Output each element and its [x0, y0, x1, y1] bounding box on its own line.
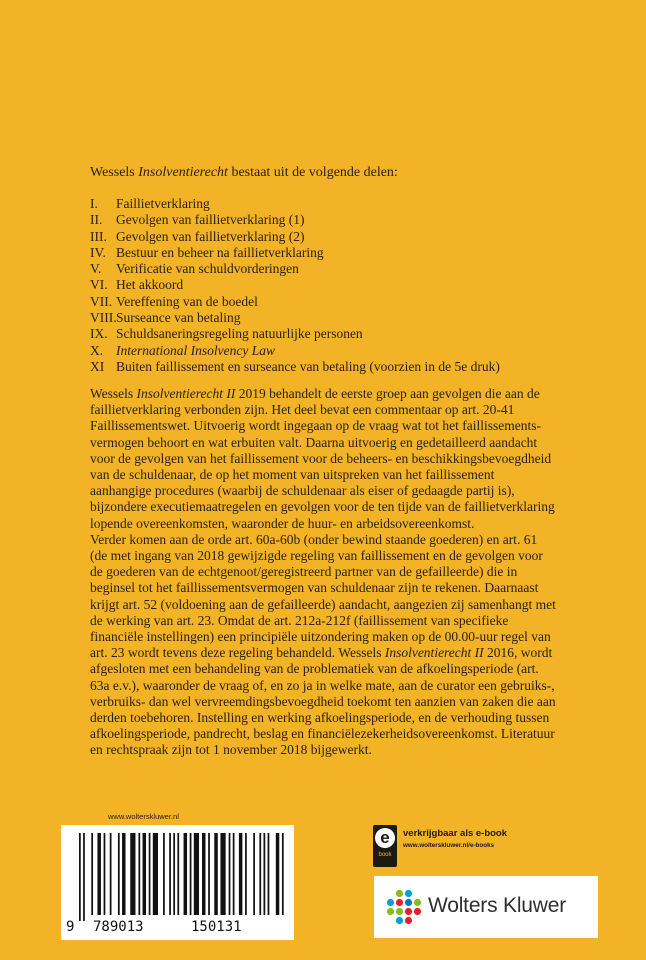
logo-dot: [387, 908, 394, 915]
barcode-bar: [259, 833, 261, 915]
barcode-bar: [91, 833, 93, 915]
barcode-bar: [214, 833, 217, 915]
barcode-bar: [220, 833, 225, 915]
barcode-bar: [184, 833, 187, 915]
part-number: X.: [90, 342, 104, 358]
barcode-bar: [104, 833, 106, 915]
part-item: [90, 359, 500, 375]
logo-dot: [387, 899, 394, 906]
part-title: Faillietverklaring: [116, 196, 210, 211]
barcode-bar: [79, 833, 81, 921]
part-number: I.: [90, 196, 98, 211]
part-number: III.: [90, 228, 107, 244]
barcode-bar: [202, 833, 205, 915]
description: [90, 386, 556, 759]
part-title: International Insolvency Law: [116, 342, 275, 358]
barcode-bar: [97, 833, 100, 915]
part-title: Buiten faillissement en surseance van betaling (voorzien in de 5e druk): [116, 358, 500, 374]
part-title: Het akkoord: [116, 277, 184, 293]
barcode-bar: [229, 833, 231, 915]
barcode-bar: [264, 833, 266, 915]
logo-dot: [405, 890, 412, 897]
barcode-bar: [83, 833, 85, 921]
part-item: [90, 261, 500, 277]
series-intro: Wessels Insolventierecht bestaat uit de volgende delen:: [90, 165, 398, 180]
logo-dot: [405, 899, 412, 906]
part-title: Vereffening van de boedel: [116, 293, 258, 309]
part-item: [90, 212, 500, 228]
barcode-bar: [122, 833, 125, 915]
barcode-bar: [253, 833, 255, 915]
publisher-name: Wolters Kluwer: [428, 894, 567, 917]
barcode-bar: [163, 833, 165, 915]
barcode-bar: [245, 833, 247, 915]
barcode-bar: [110, 833, 112, 915]
barcode-bar: [130, 833, 135, 915]
description-paragraph-2: Verder komen aan de orde art. 60a-60b (onder bewind staande goederen) en art. 61 (de met ingang van 2018 gewijzigde regeling van faillissement en de gevolgen voor de goederen van de echtgenoot/geregistreerd partner van de gefailleerde) die in beginsel tot het faillissementsvermogen van schuldenaar zijn te rekenen. Daarnaast krijgt art. 52 (voldoening aan de gefailleerde) aandacht, aangezien zij samenhangt met de werking van art. 23. Omdat de art. 212a-212f (faillissement van specifieke financiële instellingen) een principiële uitzondering maken op de 00.00-uur regel van art. 23 wordt tevens deze regeling behandeld. Wessels Insolventierecht II 2016, wordt afgesloten met een behandeling van de problematiek van de afkoelingsperiode (art. 63a e.v.), waaronder de vraag of, en zo ja in welke mate, aan de curator een gebruiks-, verbruiks- dan wel vervreemdingsbevoegdheid toekomt ten aanzien van zaken die aan derden toebehoren. Instelling en werking afkoelingsperiode, en de verhouding tussen afkoelingsperiode, pandrecht, beslag en financiëlezekerheidsovereenkomst. Literatuur en rechtspraak zijn tot 1 november 2018 bijgewerkt.: [90, 531, 556, 758]
logo-dot: [396, 917, 403, 924]
barcode-bar: [233, 833, 235, 915]
logo-dot: [396, 908, 403, 915]
barcode-digits: [61, 919, 294, 937]
barcode-digit-group-1: 9: [66, 919, 75, 935]
part-item: [90, 277, 500, 293]
ebook-icon: e book: [373, 825, 397, 867]
part-number: VII.: [90, 293, 113, 309]
barcode-bar: [177, 833, 179, 915]
barcode-bar: [208, 833, 210, 915]
part-number: IV.: [90, 244, 106, 260]
part-item: [90, 229, 500, 245]
part-item: [90, 196, 500, 212]
part-title: Surseance van betaling: [116, 310, 241, 326]
part-title: Gevolgen van faillietverklaring (1): [116, 212, 305, 228]
part-number: IX.: [90, 326, 108, 342]
parts-list: [90, 196, 500, 375]
part-item: [90, 310, 500, 326]
barcode-bar: [118, 833, 120, 915]
logo-dot: [414, 899, 421, 906]
part-item: [90, 294, 500, 310]
description-paragraph-1: Wessels Insolventierecht II 2019 behandelt de eerste groep aan gevolgen die aan de faillietverklaring verbonden zijn. Het deel bevat een commentaar op art. 20-41 Faillissementswet. Uitvoerig wordt ingegaan op de vraag wat tot het faillissements-vermogen behoort en wat erbuiten valt. Daarna uitvoerig en gedetailleerd aandacht voor de gevolgen van het faillissement voor de beheers- en beschikkingsbevoegdheid van de schuldenaar, de op het moment van uitspreken van het faillissement aanhangige procedures (waarbij de schuldenaar als eiser of gedaagde partij is), bijzondere executiemaatregelen en gevolgen voor de ten tijde van de faillietverklaring lopende overeenkomsten, waaronder de huur- en arbeidsovereenkomst.: [90, 386, 555, 531]
barcode-bar: [190, 833, 192, 915]
barcode-bar: [239, 833, 242, 915]
part-title: Verificatie van schuldvorderingen: [116, 261, 299, 277]
barcode-bar: [268, 833, 270, 915]
barcode-digit-group-2: 789013: [93, 919, 144, 935]
logo-dot: [396, 890, 403, 897]
ebook-label: verkrijgbaar als e-book: [403, 828, 508, 839]
website-url: www.wolterskluwer.nl: [108, 812, 179, 821]
barcode-bar: [173, 833, 175, 915]
part-title: Gevolgen van faillietverklaring (2): [116, 228, 305, 244]
part-title: Bestuur en beheer na faillietverklaring: [116, 244, 324, 260]
series-title: Insolventierecht: [138, 165, 228, 180]
logo-dot: [405, 917, 412, 924]
part-number: II.: [90, 212, 103, 228]
barcode-bar: [138, 833, 140, 915]
ebook-url: www.wolterskluwer.nl/e-books: [403, 842, 495, 849]
barcode-bar: [149, 833, 151, 915]
logo-dot: [405, 908, 412, 915]
ebook-badge: [373, 825, 573, 869]
barcode-bar: [276, 833, 279, 915]
barcode-bar: [194, 833, 199, 915]
part-number: VI.: [90, 277, 108, 293]
part-number: V.: [90, 261, 102, 277]
part-title: Schuldsaneringsregeling natuurlijke personen: [116, 326, 363, 342]
logo-dot: [414, 908, 421, 915]
part-number: VIII.: [90, 310, 117, 326]
publisher-logo-box: [374, 876, 598, 938]
barcode-bar: [153, 833, 158, 915]
part-item: [90, 326, 500, 342]
wolters-kluwer-logo-icon: [386, 889, 422, 925]
isbn-barcode: [61, 825, 294, 940]
logo-dot: [396, 899, 403, 906]
part-item: [90, 245, 500, 261]
barcode-bar: [143, 833, 146, 915]
barcode-bar: [169, 833, 171, 915]
part-number: XI: [90, 358, 105, 374]
barcode-bars: [61, 825, 294, 925]
barcode-bar: [282, 833, 284, 915]
barcode-digit-group-3: 150131: [191, 919, 242, 935]
part-item: [90, 343, 500, 359]
